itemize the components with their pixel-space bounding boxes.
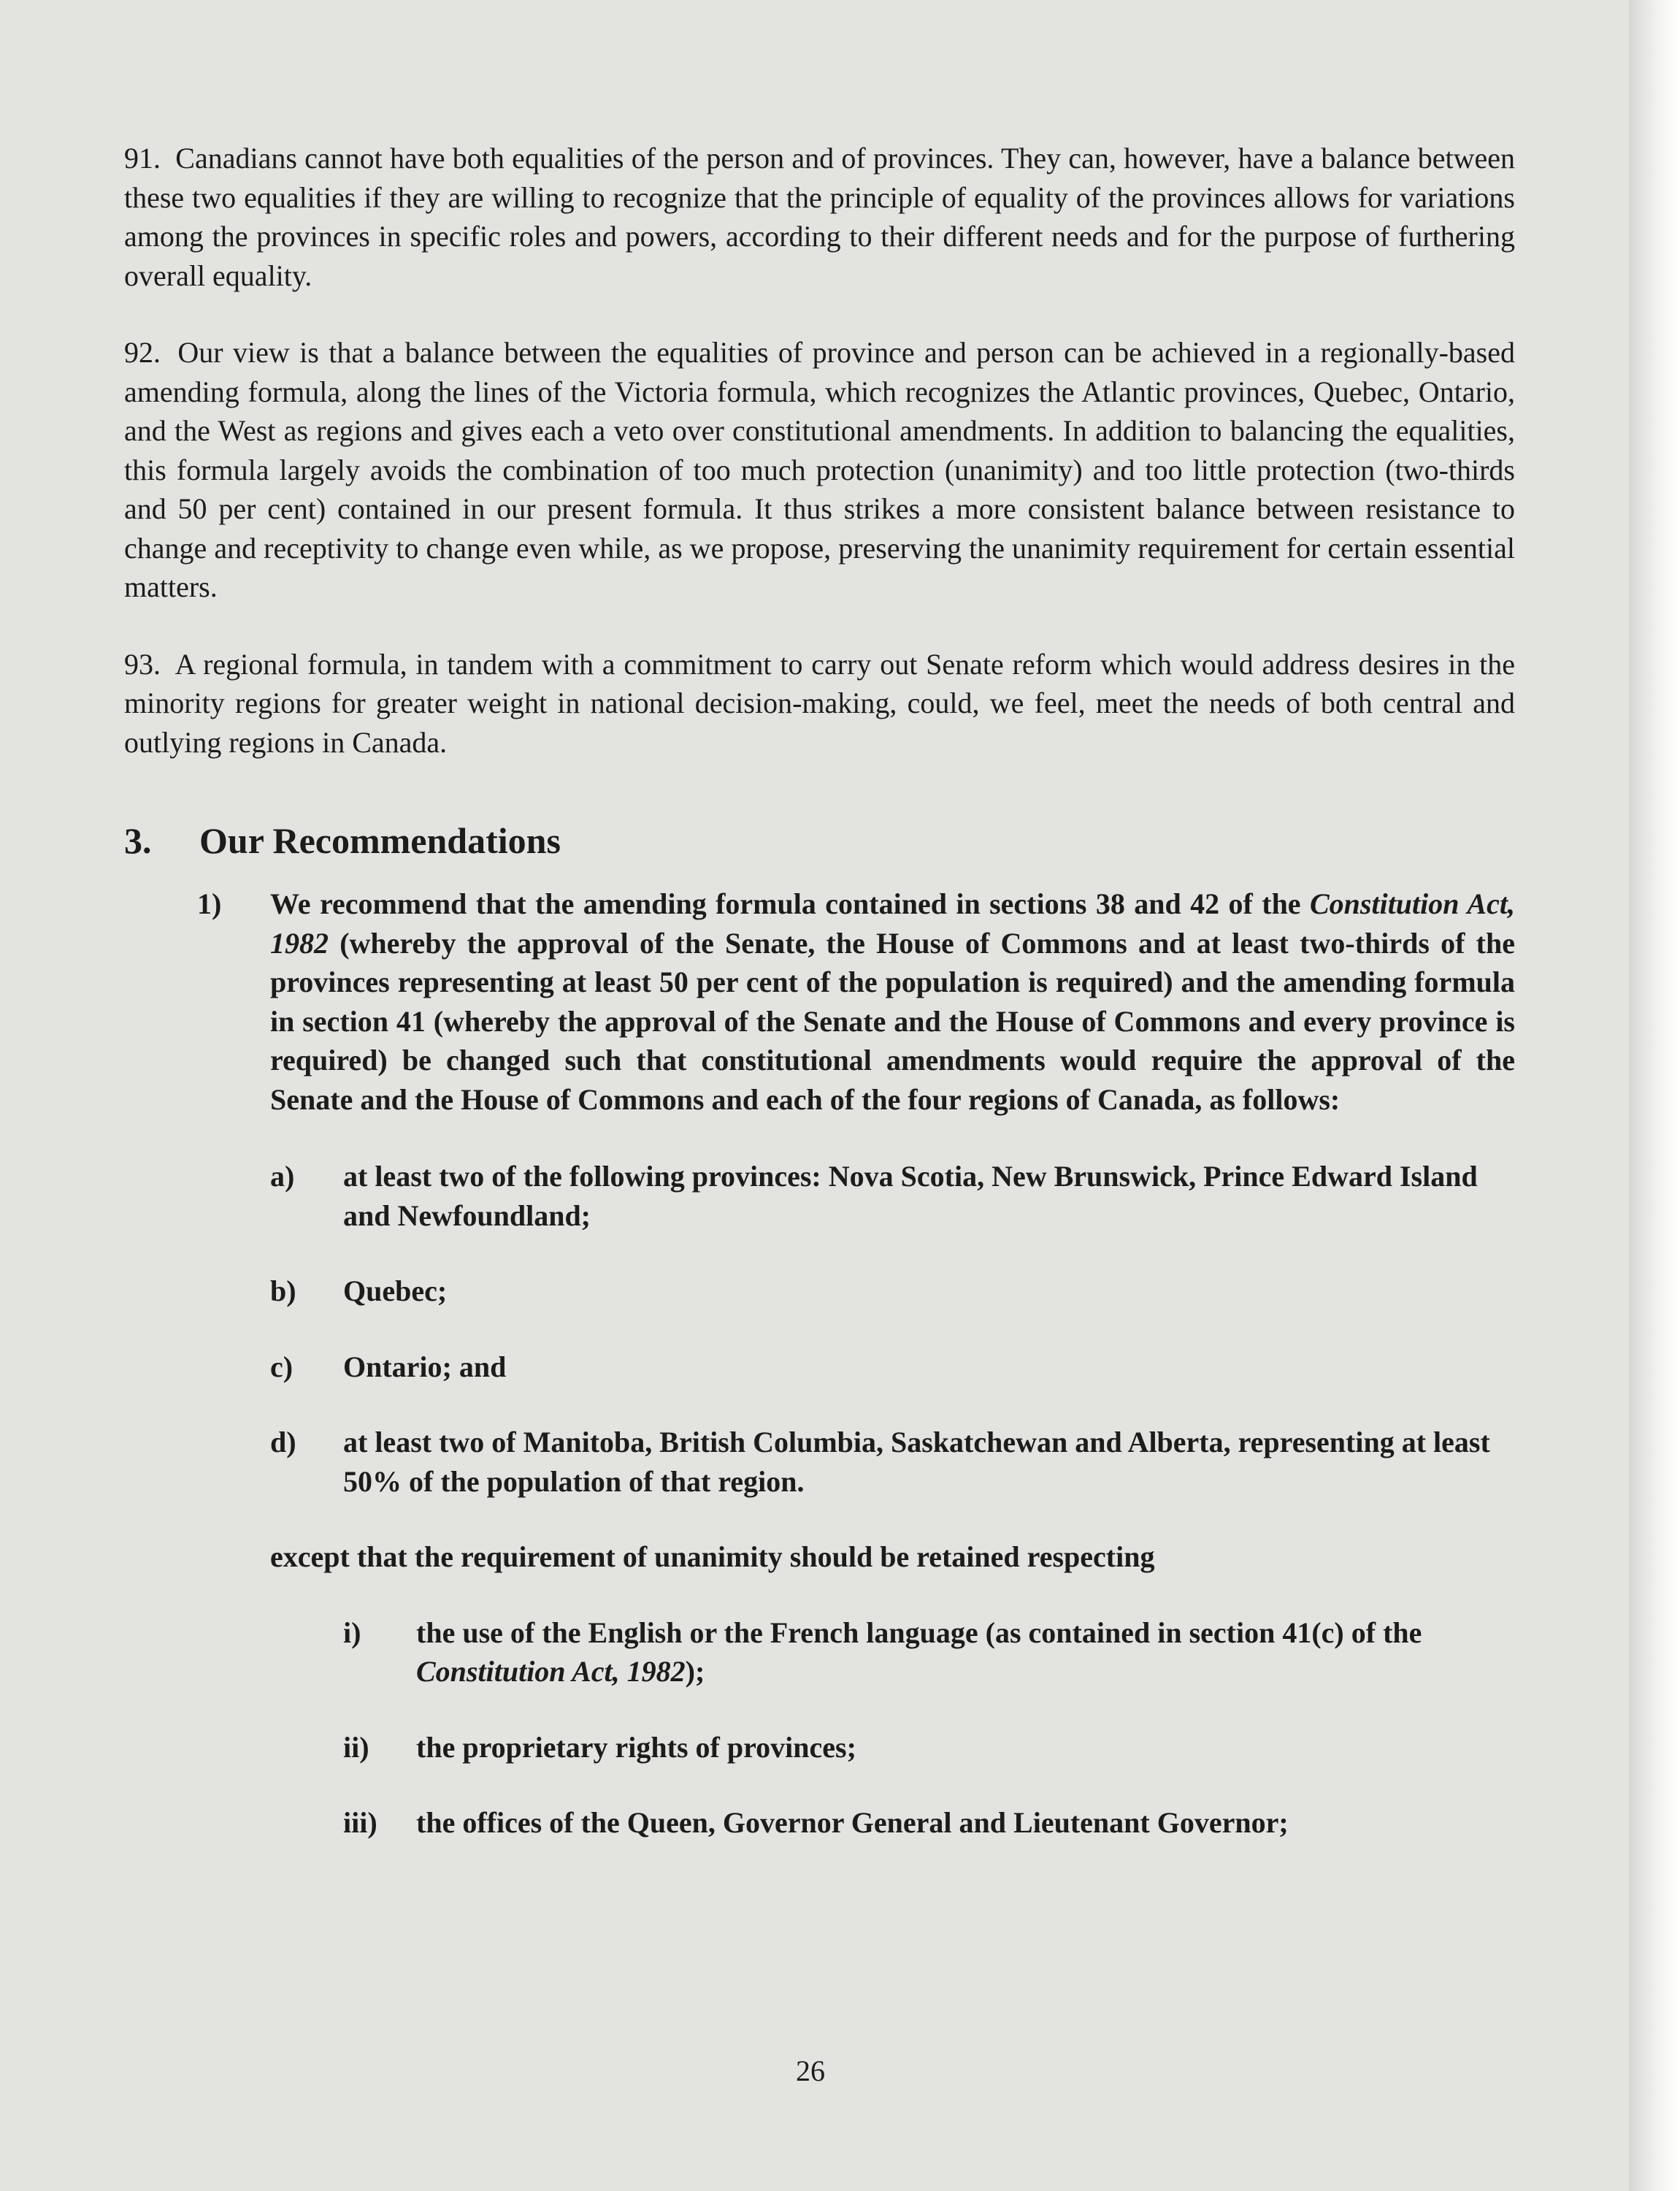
exception-text-part2: ); — [685, 1655, 705, 1688]
exception-numeral: i) — [343, 1615, 361, 1649]
paragraph-text: Our view is that a balance between the equalities of province and person can be achieved in a regionally-based amending formula, along the lines of the Victoria formula, which recognizes the Atlantic provinces, Quebec, Ontario, and the West as regions and gives each a veto over constitutional amendments. In addition to balancing the equalities, this formula largely avoids the combination of too much protection (unanimity) and too little protection (two-thirds and 50 per cent) contained in our present formula. It thus strikes a more consistent balance between resistance to change and receptivity to change even while, as we propose, preserving the unanimity requirement for certain essential matters. — [124, 336, 1516, 603]
paragraph-text: A regional formula, in tandem with a commitment to carry out Senate reform which would address desires in the minority regions for greater weight in national decision-making, could, we feel, meet the needs of both central and outlying regions in Canada. — [124, 647, 1515, 759]
list-item-letter: c) — [270, 1350, 294, 1383]
paragraph-number: 91. — [124, 142, 161, 175]
list-item-region-west — [124, 1423, 1515, 1501]
section-number: 3. — [124, 820, 152, 861]
paragraph-number: 92. — [124, 336, 161, 369]
page-edge-shadow — [1629, 0, 1680, 2191]
act-title: Constitution Act, 1982 — [416, 1655, 686, 1688]
page-number: 26 — [796, 2054, 825, 2087]
list-item-region-quebec — [124, 1272, 1515, 1311]
list-item-letter: b) — [270, 1274, 296, 1307]
paragraph-93 — [124, 645, 1515, 762]
list-item-letter: a) — [270, 1160, 295, 1193]
exception-numeral: ii) — [343, 1730, 369, 1764]
section-title: Our Recommendations — [199, 820, 561, 861]
regions-list — [124, 1157, 1515, 1501]
paragraph-92 — [124, 333, 1515, 607]
paragraph-91 — [124, 139, 1515, 295]
exception-intro: except that the requirement of unanimity should be retained respecting — [270, 1540, 1155, 1573]
exception-item-language — [124, 1613, 1515, 1691]
list-item-text: Ontario; and — [343, 1350, 507, 1383]
section-heading — [124, 819, 1515, 863]
recommendation-1 — [124, 884, 1515, 1119]
exception-text: the proprietary rights of provinces; — [416, 1730, 856, 1764]
recommendation-number: 1) — [197, 887, 222, 920]
exception-text: the offices of the Queen, Governor General and Lieutenant Governor; — [416, 1806, 1289, 1839]
exception-item-proprietary-rights — [124, 1728, 1515, 1767]
list-item-text: at least two of the following provinces: Nova Scotia, New Brunswick, Prince Edward Island and Newfoundland; — [343, 1160, 1478, 1232]
paragraph-number: 93. — [124, 647, 161, 681]
paragraph-text: Canadians cannot have both equalities of the person and of provinces. They can, however, have a balance between these two equalities if they are willing to recognize that the principle of equality of the provinces allows for variations among the provinces in specific roles and powers, according to their different needs and for the purpose of furthering overall equality. — [124, 142, 1516, 292]
exception-numeral: iii) — [343, 1806, 377, 1839]
recommendation-text-part2: (whereby the approval of the Senate, the House of Commons and at least two-thirds of the provinces representing at least 50 per cent of the population is required) and the amending formula in section 41 (whereby the approval of the Senate and the House of Commons and every province is required) be changed such that constitutional amendments would require the approval of the Senate and the House of Commons and each of the four regions of Canada, as follows: — [270, 926, 1515, 1116]
list-item-text: at least two of Manitoba, British Columbia, Saskatchewan and Alberta, representing at least 50% of the population of that region. — [343, 1426, 1490, 1498]
list-item-text: Quebec; — [343, 1274, 448, 1307]
list-item-letter: d) — [270, 1426, 296, 1458]
act-title: Constitution Act, 1982 — [270, 887, 1515, 960]
exception-text-part1: the use of the English or the French language (as contained in section 41(c) of the — [416, 1615, 1422, 1649]
list-item-region-ontario — [124, 1347, 1515, 1387]
document-body — [124, 139, 1515, 1879]
list-item-region-atlantic — [124, 1157, 1515, 1235]
exception-item-offices — [124, 1803, 1515, 1843]
recommendation-text-part1: We recommend that the amending formula contained in sections 38 and 42 of the — [270, 887, 1310, 920]
